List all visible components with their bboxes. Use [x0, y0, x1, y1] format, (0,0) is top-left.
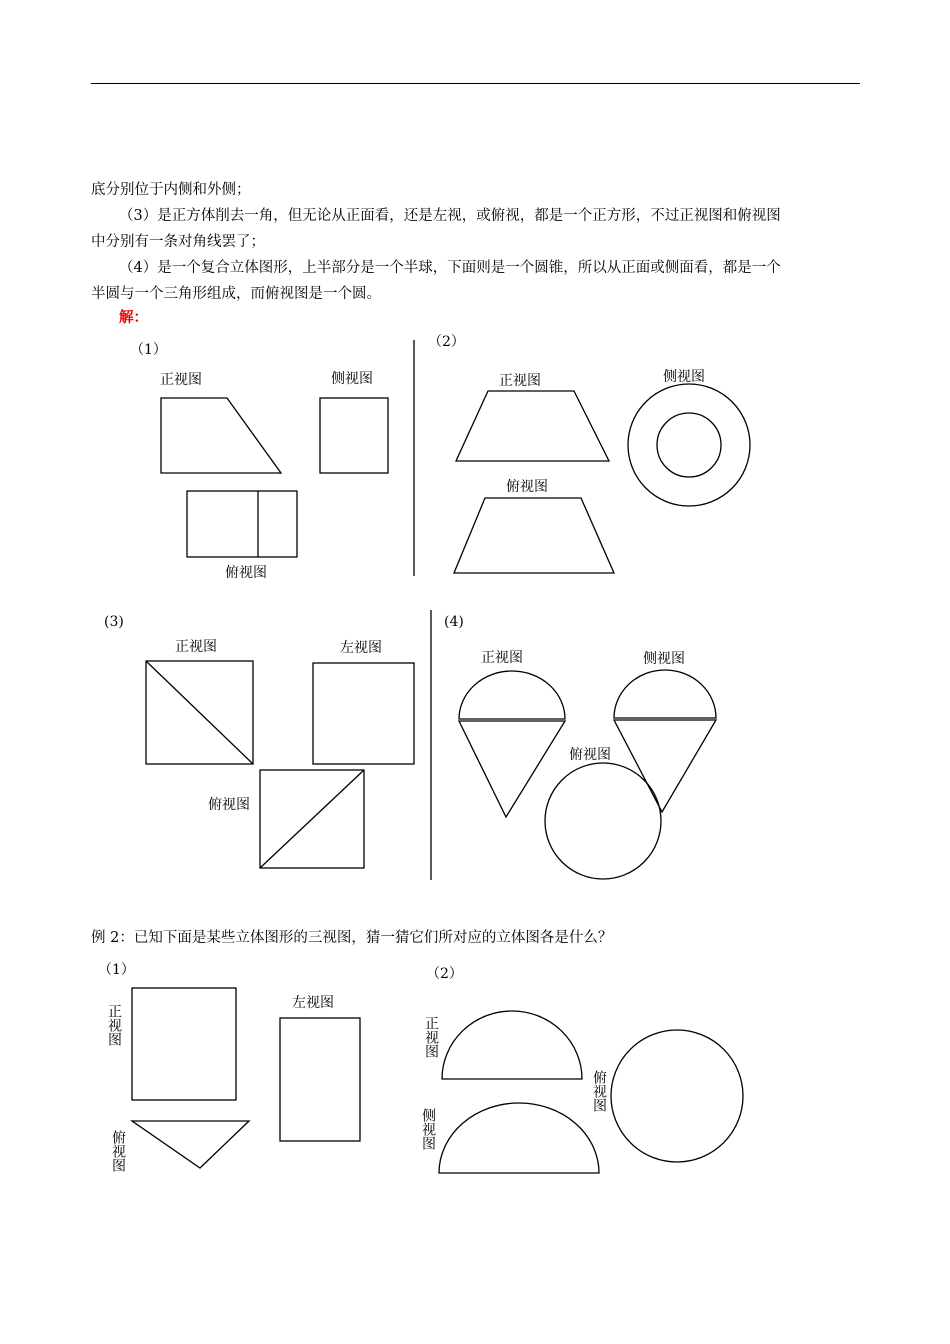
- label-front-view: 正视图: [160, 372, 202, 388]
- semicircle-side-view: [439, 1103, 599, 1173]
- semicircle-front-view: [442, 1011, 582, 1079]
- label-front-view: 正视图: [175, 639, 217, 655]
- circle-top-view: [611, 1030, 743, 1162]
- label-top-view-vertical: 俯视图: [591, 1070, 607, 1112]
- label-top-view: 俯视图: [569, 747, 611, 763]
- label-side-view: 侧视图: [331, 371, 373, 387]
- front-view-cone: [459, 721, 565, 817]
- front-view-diagonal: [146, 661, 253, 764]
- label-front-view-vertical: 正视图: [106, 1004, 122, 1046]
- label-front-view: 正视图: [481, 650, 523, 666]
- inner-circle-side-view: [657, 413, 721, 477]
- triangle-top-view: [132, 1121, 249, 1168]
- front-view-hemisphere: [459, 671, 565, 719]
- example-2-question: 例 2：已知下面是某些立体图形的三视图，猜一猜它们所对应的立体图各是什么？: [91, 930, 613, 946]
- label-top-view: 俯视图: [208, 797, 250, 813]
- trapezoid-top-view: [454, 498, 614, 573]
- top-view-circle: [545, 763, 661, 879]
- trapezoid-front-view: [456, 391, 609, 461]
- rect-left-view: [280, 1018, 360, 1141]
- text-line-5: 半圆与一个三角形组成，而俯视图是一个圆。: [91, 286, 381, 302]
- square-left-view: [313, 663, 414, 764]
- label-top-view: 俯视图: [225, 565, 267, 581]
- side-view-cone: [614, 720, 716, 812]
- label-side-view: 侧视图: [663, 369, 705, 385]
- label-top-view: 俯视图: [506, 479, 548, 495]
- figure-number-1: （1）: [130, 342, 167, 358]
- trapezoid-front-view: [161, 398, 281, 473]
- side-view-hemisphere: [614, 670, 716, 718]
- square-front-view: [132, 988, 236, 1100]
- top-view-diagonal: [260, 770, 364, 868]
- label-front-view: 正视图: [499, 373, 541, 389]
- solution-label: 解：: [119, 309, 148, 326]
- label-top-view-vertical: 俯视图: [110, 1130, 126, 1172]
- outer-circle-side-view: [628, 384, 750, 506]
- figure-number-2: （2）: [428, 334, 465, 350]
- rect-side-view: [320, 398, 388, 473]
- figure-number-4: (4): [444, 614, 464, 630]
- rect-top-view: [187, 491, 297, 557]
- example2-number-1: （1）: [98, 962, 135, 978]
- example2-number-2: （2）: [426, 966, 463, 982]
- label-left-view: 左视图: [292, 995, 334, 1011]
- label-side-view-vertical: 侧视图: [420, 1108, 436, 1150]
- text-line-4: （4）是一个复合立体图形，上半部分是一个半球，下面则是一个圆锥，所以从正面或侧面看，都是一个: [119, 260, 781, 276]
- text-line-1: 底分别位于内侧和外侧；: [91, 182, 251, 198]
- label-front-view-vertical: 正视图: [423, 1016, 439, 1058]
- text-line-3: 中分别有一条对角线罢了；: [91, 234, 265, 250]
- figure-number-3: (3): [104, 614, 124, 630]
- text-line-2: （3）是正方体削去一角，但无论从正面看，还是左视，或俯视，都是一个正方形，不过正视图和俯视图: [119, 208, 781, 224]
- label-side-view: 侧视图: [643, 651, 685, 667]
- label-left-view: 左视图: [340, 640, 382, 656]
